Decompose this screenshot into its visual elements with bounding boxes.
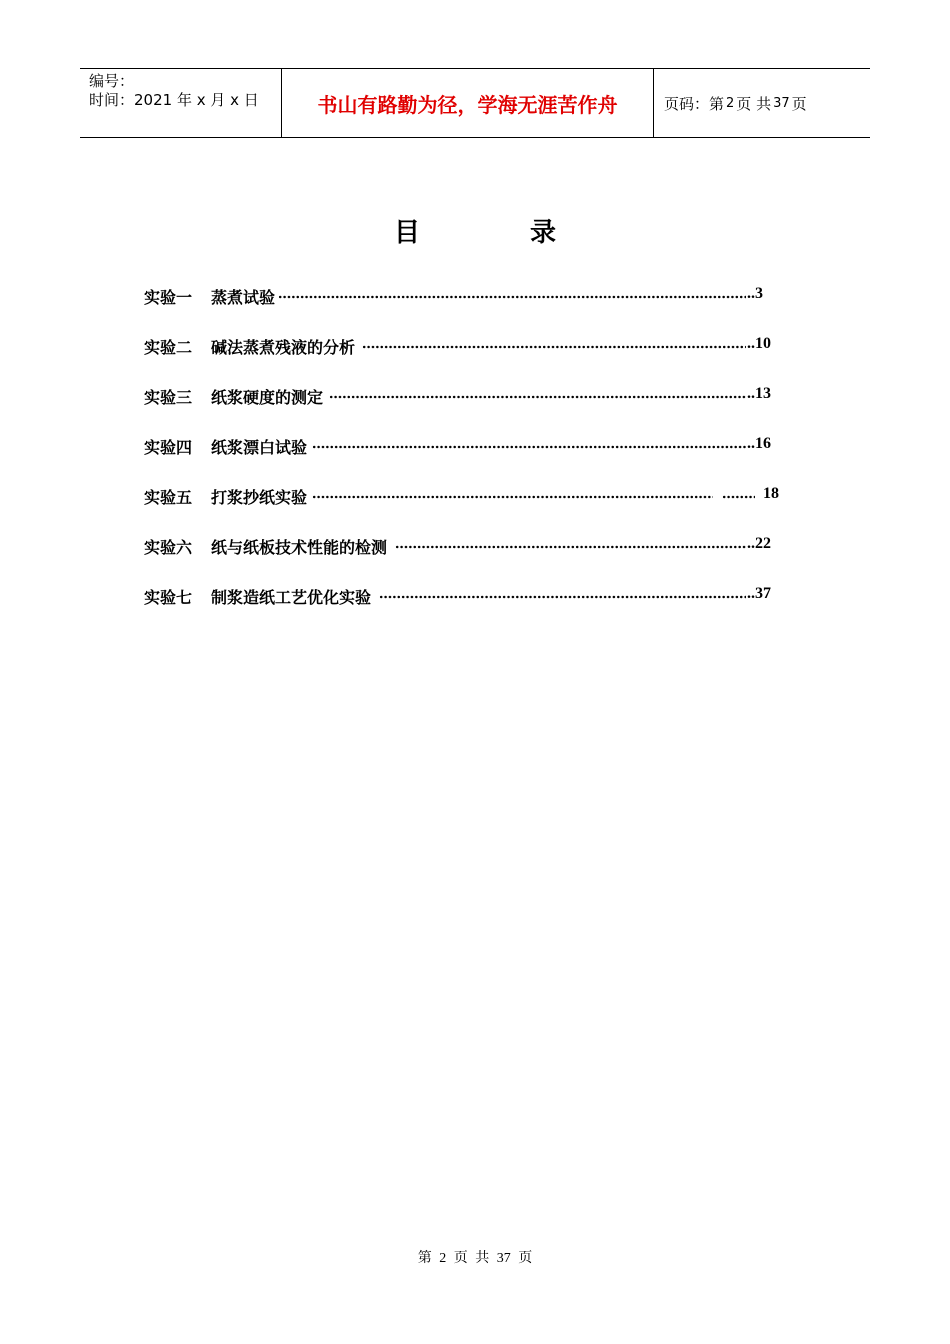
toc-entry-name: 打浆抄纸实验 [211,488,308,507]
toc-leader-dots [312,437,746,451]
toc-entry-page: ..37 [747,585,771,602]
toc-entry-page: ..16 [747,435,771,452]
toc-entry-page: ..22 [747,535,771,552]
toc-leader-dots [362,337,746,351]
page-suffix: 页 [791,94,807,113]
toc-entry-page: ..3 [747,285,763,302]
toc-entry-label: 实验七 [144,588,193,607]
page-header [80,68,870,138]
toc-entry-label: 实验六 [144,538,193,557]
page-prefix: 页码：第 [664,94,725,113]
toc-entry-name: 碱法蒸煮残液的分析 [211,338,356,357]
document-number-label: 编号： [89,72,135,90]
toc-entry-name: 蒸煮试验 [211,288,276,307]
toc-entry-label: 实验五 [144,488,193,507]
toc-entry-name: 制浆造纸工艺优化实验 [211,588,372,607]
toc-entry-name: 纸与纸板技术性能的检测 [211,538,388,557]
toc-entry-name: 纸浆漂白试验 [211,438,308,457]
toc-entry-label: 实验四 [144,438,193,457]
toc-entry-label: 实验一 [144,288,193,307]
table-of-contents [144,281,784,631]
toc-entry-page: ..13 [747,385,771,402]
toc-title-right: 录 [530,218,557,248]
page-mid: 页 共 [736,94,772,113]
toc-entry-page: ..10 [747,335,771,352]
toc-entry[interactable] [144,431,784,481]
toc-entry[interactable] [144,531,784,581]
toc-entry-name: 纸浆硬度的测定 [211,388,324,407]
toc-entry-label: 实验三 [144,388,193,407]
toc-leader-dots [722,487,755,501]
header-page-info [654,69,870,137]
page-footer: 第 2 页 共 37 页 [417,1251,533,1266]
toc-leader-dots [395,537,746,551]
toc-entry-page: 18 [763,485,779,502]
header-motto: 书山有路勤为径，学海无涯苦作舟 [281,69,654,137]
toc-entry-label: 实验二 [144,338,193,357]
toc-leader-dots [329,387,746,401]
toc-entry[interactable] [144,381,784,431]
toc-title-left: 目 [393,218,420,248]
toc-leader-dots [379,587,746,601]
page-total: 37 [773,95,790,111]
toc-title [0,212,950,249]
toc-entry[interactable] [144,481,784,531]
page-current: 2 [726,95,735,111]
document-time: 时间：2021 年 x 月 x 日 [89,91,259,109]
toc-entry[interactable] [144,331,784,381]
toc-leader-dots [312,487,713,501]
toc-entry[interactable] [144,581,784,631]
header-meta [80,69,281,137]
toc-entry[interactable] [144,281,784,331]
toc-leader-dots [278,287,746,301]
